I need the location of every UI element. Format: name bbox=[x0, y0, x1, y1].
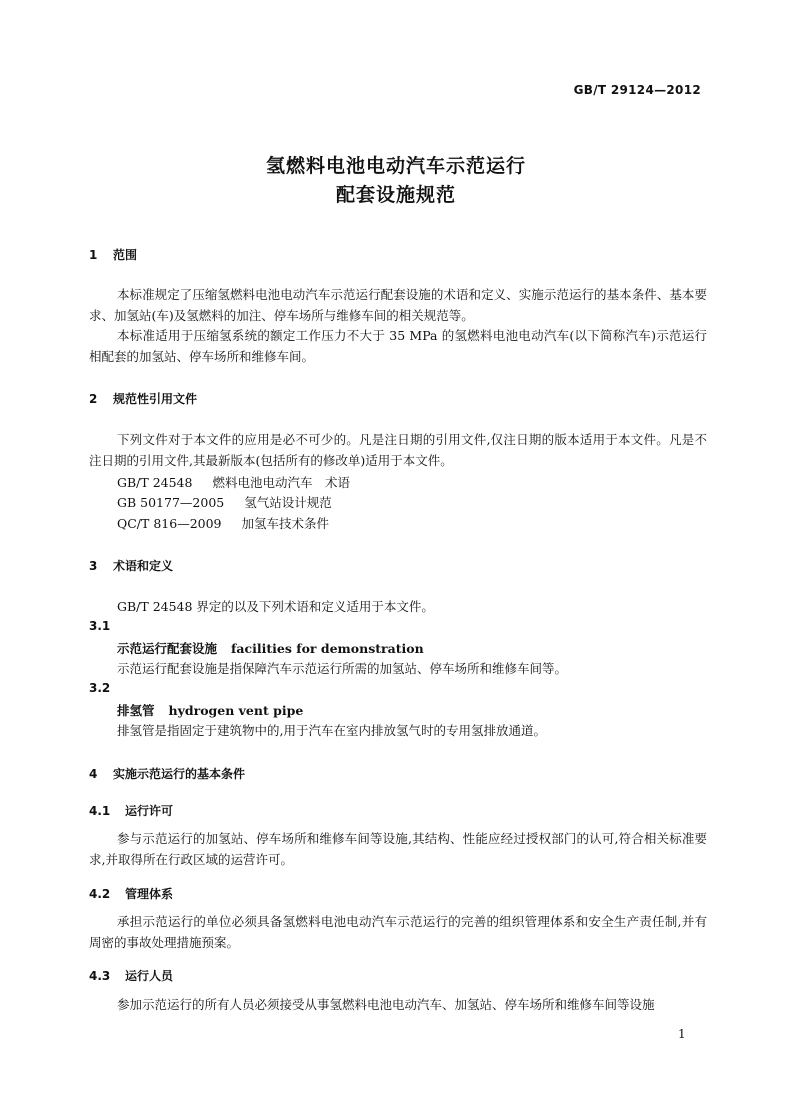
term-heading bbox=[117, 639, 424, 657]
reference-item bbox=[117, 473, 350, 491]
term-definition: 示范运行配套设施是指保障汽车示范运行所需的加氢站、停车场所和维修车间等。 bbox=[117, 661, 568, 676]
section-title: 范围 bbox=[113, 248, 138, 262]
subsection-heading bbox=[89, 885, 173, 902]
subsection-heading bbox=[89, 967, 173, 984]
term-definition: 排氢管是指固定于建筑物中的,用于汽车在室内排放氢气时的专用氢排放通道。 bbox=[117, 723, 546, 738]
section-heading-terms bbox=[89, 557, 173, 574]
subsection-paragraph: 承担示范运行的单位必须具备氢燃料电池电动汽车示范运行的完善的组织管理体系和安全生产责任制,并有周密的事故处理措施预案。 bbox=[89, 914, 707, 950]
subsection-title: 运行人员 bbox=[125, 969, 174, 983]
reference-item bbox=[117, 493, 332, 511]
section-title: 术语和定义 bbox=[113, 559, 174, 573]
reference-code: GB 50177—2005 bbox=[117, 495, 225, 510]
subsection-title: 运行许可 bbox=[125, 804, 174, 818]
subsection-heading bbox=[89, 802, 173, 819]
section-number: 3 bbox=[89, 559, 98, 573]
reference-code: GB/T 24548 bbox=[117, 475, 193, 490]
reference-code: QC/T 816—2009 bbox=[117, 516, 222, 531]
term-english: hydrogen vent pipe bbox=[168, 703, 304, 718]
term-chinese: 示范运行配套设施 bbox=[117, 641, 218, 656]
section-heading-basic-conditions bbox=[89, 765, 245, 782]
term-heading bbox=[117, 701, 303, 719]
term-english: facilities for demonstration bbox=[231, 641, 424, 656]
reference-title: 燃料电池电动汽车 术语 bbox=[212, 475, 350, 490]
document-title-line2: 配套设施规范 bbox=[335, 184, 456, 206]
section-number: 4 bbox=[89, 767, 98, 781]
subsection-paragraph: 参加示范运行的所有人员必须接受从事氢燃料电池电动汽车、加氢站、停车场所和维修车间等设施 bbox=[117, 997, 655, 1012]
section-heading-normative-references bbox=[89, 390, 197, 407]
term-chinese: 排氢管 bbox=[117, 703, 155, 718]
subsection-title: 管理体系 bbox=[125, 887, 174, 901]
page-number: 1 bbox=[678, 1027, 686, 1041]
section-title: 实施示范运行的基本条件 bbox=[113, 767, 246, 781]
scope-paragraph-1: 本标准规定了压缩氢燃料电池电动汽车示范运行配套设施的术语和定义、实施示范运行的基本条件、基本要求、加氢站(车)及氢燃料的加注、停车场所与维修车间的相关规范等。 bbox=[89, 287, 707, 323]
reference-title: 氢气站设计规范 bbox=[244, 495, 332, 510]
subsection-number: 4.1 bbox=[89, 804, 111, 818]
subsection-number: 4.2 bbox=[89, 887, 111, 901]
term-number: 3.1 bbox=[89, 619, 111, 633]
subsection-paragraph: 参与示范运行的加氢站、停车场所和维修车间等设施,其结构、性能应经过授权部门的认可,符合相关标准要求,并取得所在行政区域的运营许可。 bbox=[89, 831, 707, 867]
section-title: 规范性引用文件 bbox=[113, 392, 198, 406]
section-number: 2 bbox=[89, 392, 98, 406]
standard-number: GB/T 29124—2012 bbox=[573, 83, 701, 97]
references-paragraph: 下列文件对于本文件的应用是必不可少的。凡是注日期的引用文件,仅注日期的版本适用于本文件。凡是不注日期的引用文件,其最新版本(包括所有的修改单)适用于本文件。 bbox=[89, 432, 707, 468]
terms-intro: GB/T 24548 界定的以及下列术语和定义适用于本文件。 bbox=[117, 599, 434, 614]
section-number: 1 bbox=[89, 248, 98, 262]
reference-item bbox=[117, 514, 329, 532]
term-number: 3.2 bbox=[89, 681, 111, 695]
subsection-number: 4.3 bbox=[89, 969, 111, 983]
section-heading-scope bbox=[89, 246, 137, 263]
scope-paragraph-2: 本标准适用于压缩氢系统的额定工作压力不大于 35 MPa 的氢燃料电池电动汽车(以下简称汽车)示范运行相配套的加氢站、停车场所和维修车间。 bbox=[89, 328, 707, 364]
document-title-line1: 氢燃料电池电动汽车示范运行 bbox=[265, 155, 526, 177]
reference-title: 加氢车技术条件 bbox=[241, 516, 330, 531]
